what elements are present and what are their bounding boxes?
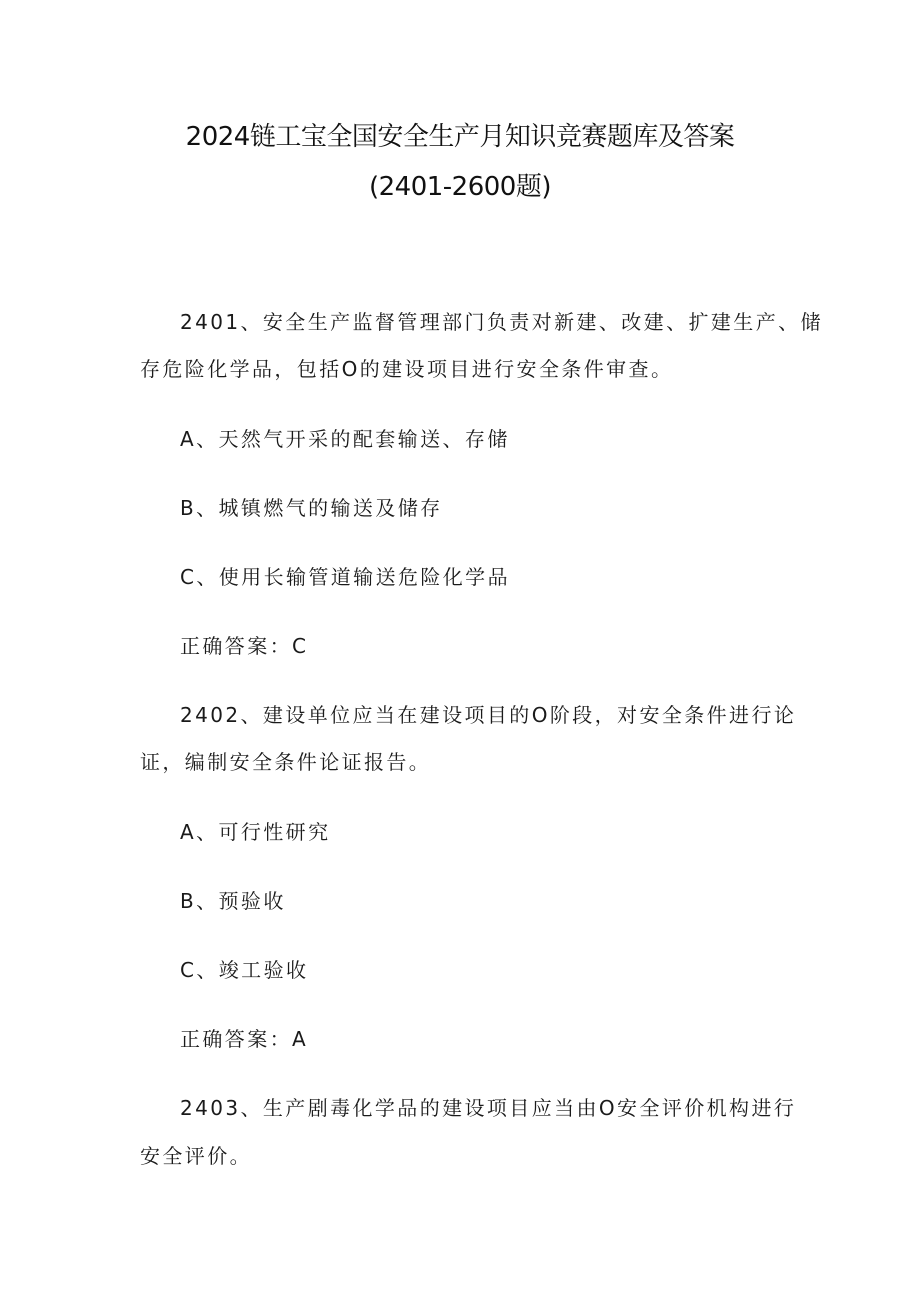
question-stem: 2403、生产剧毒化学品的建设项目应当由O安全评价机构进行 [180, 1096, 797, 1120]
correct-answer: 正确答案：C [180, 634, 309, 658]
question-stem-continuation: 存危险化学品，包括O的建设项目进行安全条件审查。 [140, 357, 674, 381]
document-subtitle: (2401-2600题) [368, 172, 551, 202]
option-c: C、竣工验收 [180, 958, 309, 982]
option-c: C、使用长输管道输送危险化学品 [180, 565, 510, 589]
document-title: 2024链工宝全国安全生产月知识竞赛题库及答案 [185, 122, 735, 152]
question-stem-continuation: 安全评价。 [140, 1144, 252, 1168]
question-stem: 2401、安全生产监督管理部门负责对新建、改建、扩建生产、储 [180, 310, 823, 334]
question-stem-continuation: 证，编制安全条件论证报告。 [140, 750, 432, 774]
correct-answer: 正确答案：A [180, 1027, 309, 1051]
question-stem: 2402、建设单位应当在建设项目的O阶段，对安全条件进行论 [180, 703, 797, 727]
option-b: B、城镇燃气的输送及储存 [180, 496, 443, 520]
option-a: A、天然气开采的配套输送、存储 [180, 427, 510, 451]
option-b: B、预验收 [180, 889, 286, 913]
option-a: A、可行性研究 [180, 820, 331, 844]
